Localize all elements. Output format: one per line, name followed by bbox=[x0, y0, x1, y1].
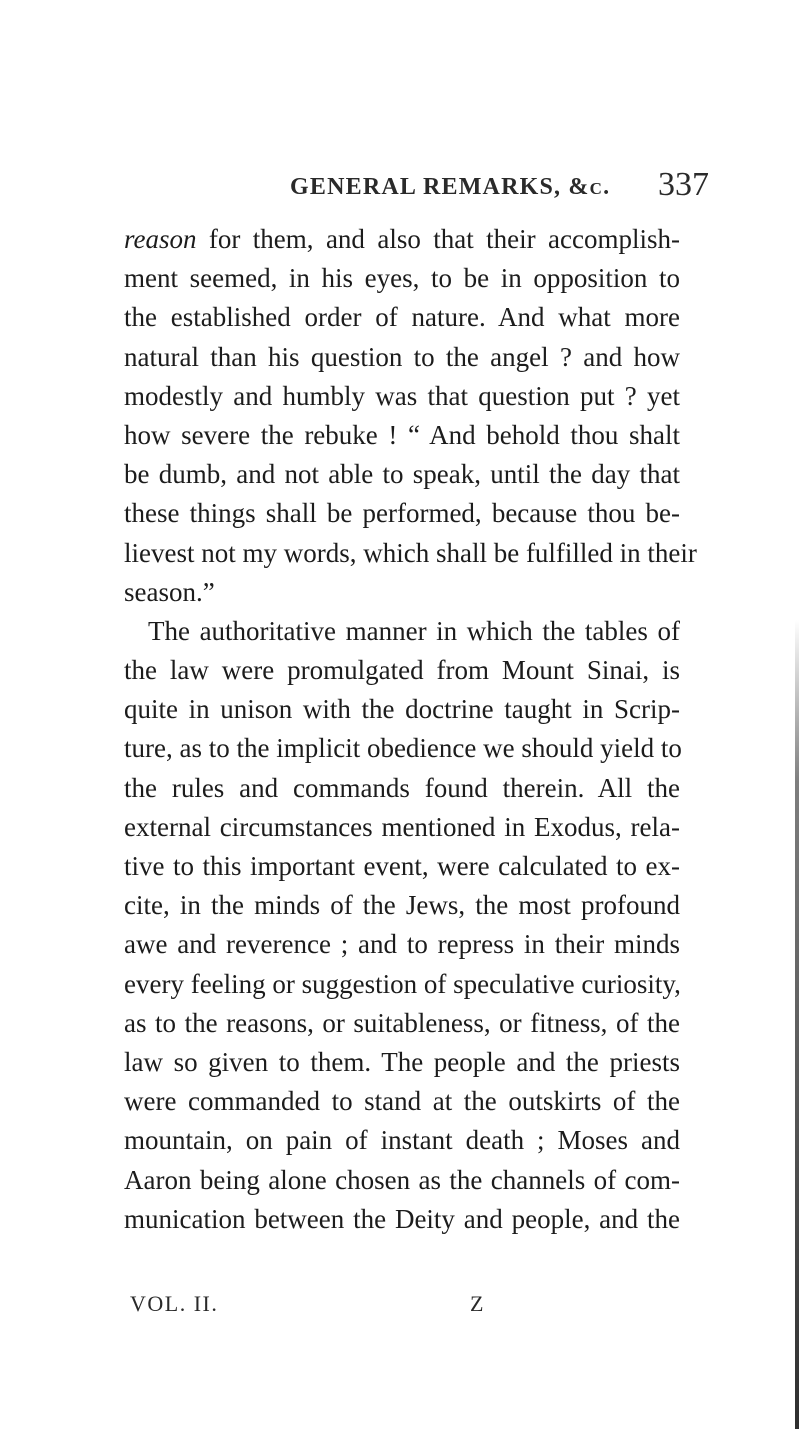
paragraph-start: The authoritative manner in which the tables of bbox=[148, 615, 680, 646]
text-line: were commanded to stand at the outskirts of the bbox=[124, 1086, 680, 1117]
italic-word: reason bbox=[124, 224, 197, 254]
text-line: external circumstances mentioned in Exodus, rela- bbox=[124, 811, 680, 842]
text-line: as to the reasons, or suitableness, or fitness, of the bbox=[124, 1007, 680, 1038]
text-line: ture, as to the implicit obedience we should yield to bbox=[124, 733, 682, 764]
volume-mark: VOL. II. bbox=[130, 1291, 219, 1316]
running-head bbox=[0, 166, 801, 210]
text-line: law so given to them. The people and the priests bbox=[124, 1046, 680, 1077]
text-line: quite in unison with the doctrine taught in Scrip- bbox=[124, 694, 680, 725]
text-line: Aaron being alone chosen as the channels of com- bbox=[124, 1164, 680, 1195]
text-line: reason for them, and also that their accomplish- bbox=[124, 224, 680, 254]
text-line: modestly and humbly was that question put ? yet bbox=[124, 380, 680, 411]
text-line: season.” bbox=[124, 576, 215, 607]
text-line: the law were promulgated from Mount Sinai, is bbox=[124, 655, 680, 686]
text-line: how severe the rebuke ! “ And behold thou shalt bbox=[124, 419, 680, 450]
text-line: cite, in the minds of the Jews, the most profound bbox=[124, 890, 680, 921]
running-title: GENERAL REMARKS, &c. bbox=[290, 174, 611, 200]
page-footer bbox=[0, 1291, 801, 1323]
text-line: natural than his question to the angel ? and how bbox=[124, 341, 680, 372]
text-line: mountain, on pain of instant death ; Moses and bbox=[124, 1125, 680, 1156]
page-edge-shadow bbox=[795, 620, 799, 1429]
text-line: lievest not my words, which shall be fulfilled in their bbox=[124, 537, 697, 568]
text-line: be dumb, and not able to speak, until the day that bbox=[124, 459, 680, 490]
text-line: ment seemed, in his eyes, to be in opposition to bbox=[124, 263, 680, 294]
text-line: every feeling or suggestion of speculative curiosity, bbox=[124, 968, 681, 999]
text-line: the established order of nature. And what more bbox=[124, 302, 680, 333]
text-line: awe and reverence ; and to repress in their minds bbox=[124, 929, 680, 960]
text-line: the rules and commands found therein. All the bbox=[124, 772, 680, 803]
text-line: tive to this important event, were calculated to ex- bbox=[124, 851, 680, 881]
body-text bbox=[124, 220, 697, 1239]
page-number: 337 bbox=[658, 166, 709, 203]
signature-mark: Z bbox=[470, 1291, 484, 1316]
text-line: munication between the Deity and people, and the bbox=[124, 1203, 680, 1234]
text-line: these things shall be performed, because thou be- bbox=[124, 498, 680, 529]
